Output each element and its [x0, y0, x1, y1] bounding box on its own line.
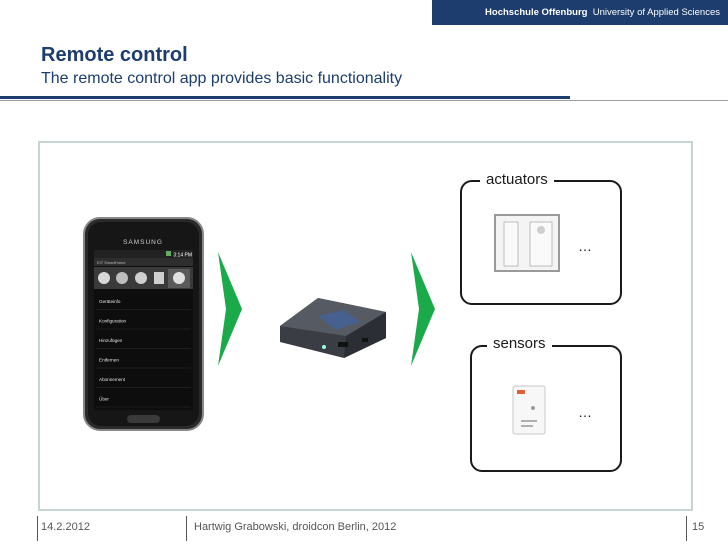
footer-page-number: 15 — [692, 521, 705, 533]
clock-icon — [135, 272, 147, 284]
slide-title: Remote control — [41, 44, 188, 66]
institution-subtitle: University of Applied Sciences — [592, 7, 720, 18]
footer-date: 14.2.2012 — [41, 521, 90, 533]
lightbulb-icon — [98, 272, 110, 284]
phone-menu-item[interactable]: Abonnement — [99, 377, 126, 382]
actuators-more-ellipsis: … — [578, 238, 592, 254]
phone-menu-item[interactable]: Geräteinfo — [99, 299, 121, 304]
actuator-device-image — [494, 214, 560, 272]
slide-subtitle: The remote control app provides basic functionality — [41, 70, 403, 87]
sensors-more-ellipsis: … — [578, 404, 592, 420]
footer-divider-right — [686, 516, 687, 541]
phone-clock: 3:14 PM — [173, 252, 192, 259]
title-rule — [0, 100, 728, 101]
sensor-device-image — [511, 384, 547, 436]
footer-author: Hartwig Grabowski, droidcon Berlin, 2012 — [194, 521, 397, 533]
phone-app-header: EIT SmartHome — [97, 260, 126, 265]
phone-brand: SAMSUNG — [123, 239, 163, 246]
title-accent-rule — [0, 96, 570, 99]
smartphone-image — [82, 216, 205, 432]
flow-arrow-phone-to-gateway — [216, 250, 244, 368]
phone-menu-item[interactable]: Über — [99, 396, 109, 402]
phone-menu-item[interactable]: Konfiguration — [99, 318, 127, 324]
gateway-device-image — [276, 290, 390, 362]
flow-arrow-gateway-to-devices — [409, 250, 437, 368]
institution-name: Hochschule Offenburg — [485, 7, 588, 18]
gear-icon — [173, 272, 185, 284]
phone-menu-item[interactable]: Hinzufügen — [99, 338, 123, 343]
document-icon — [154, 272, 164, 284]
sensors-label: sensors — [487, 335, 552, 352]
phone-menu-item[interactable]: Entfernen — [99, 357, 119, 363]
institution-header-text — [432, 7, 720, 18]
footer-divider-mid — [186, 516, 187, 541]
institution-header-bar — [432, 0, 728, 25]
footer-divider-left — [37, 516, 38, 541]
actuators-label: actuators — [480, 171, 554, 188]
bulb-icon — [116, 272, 128, 284]
